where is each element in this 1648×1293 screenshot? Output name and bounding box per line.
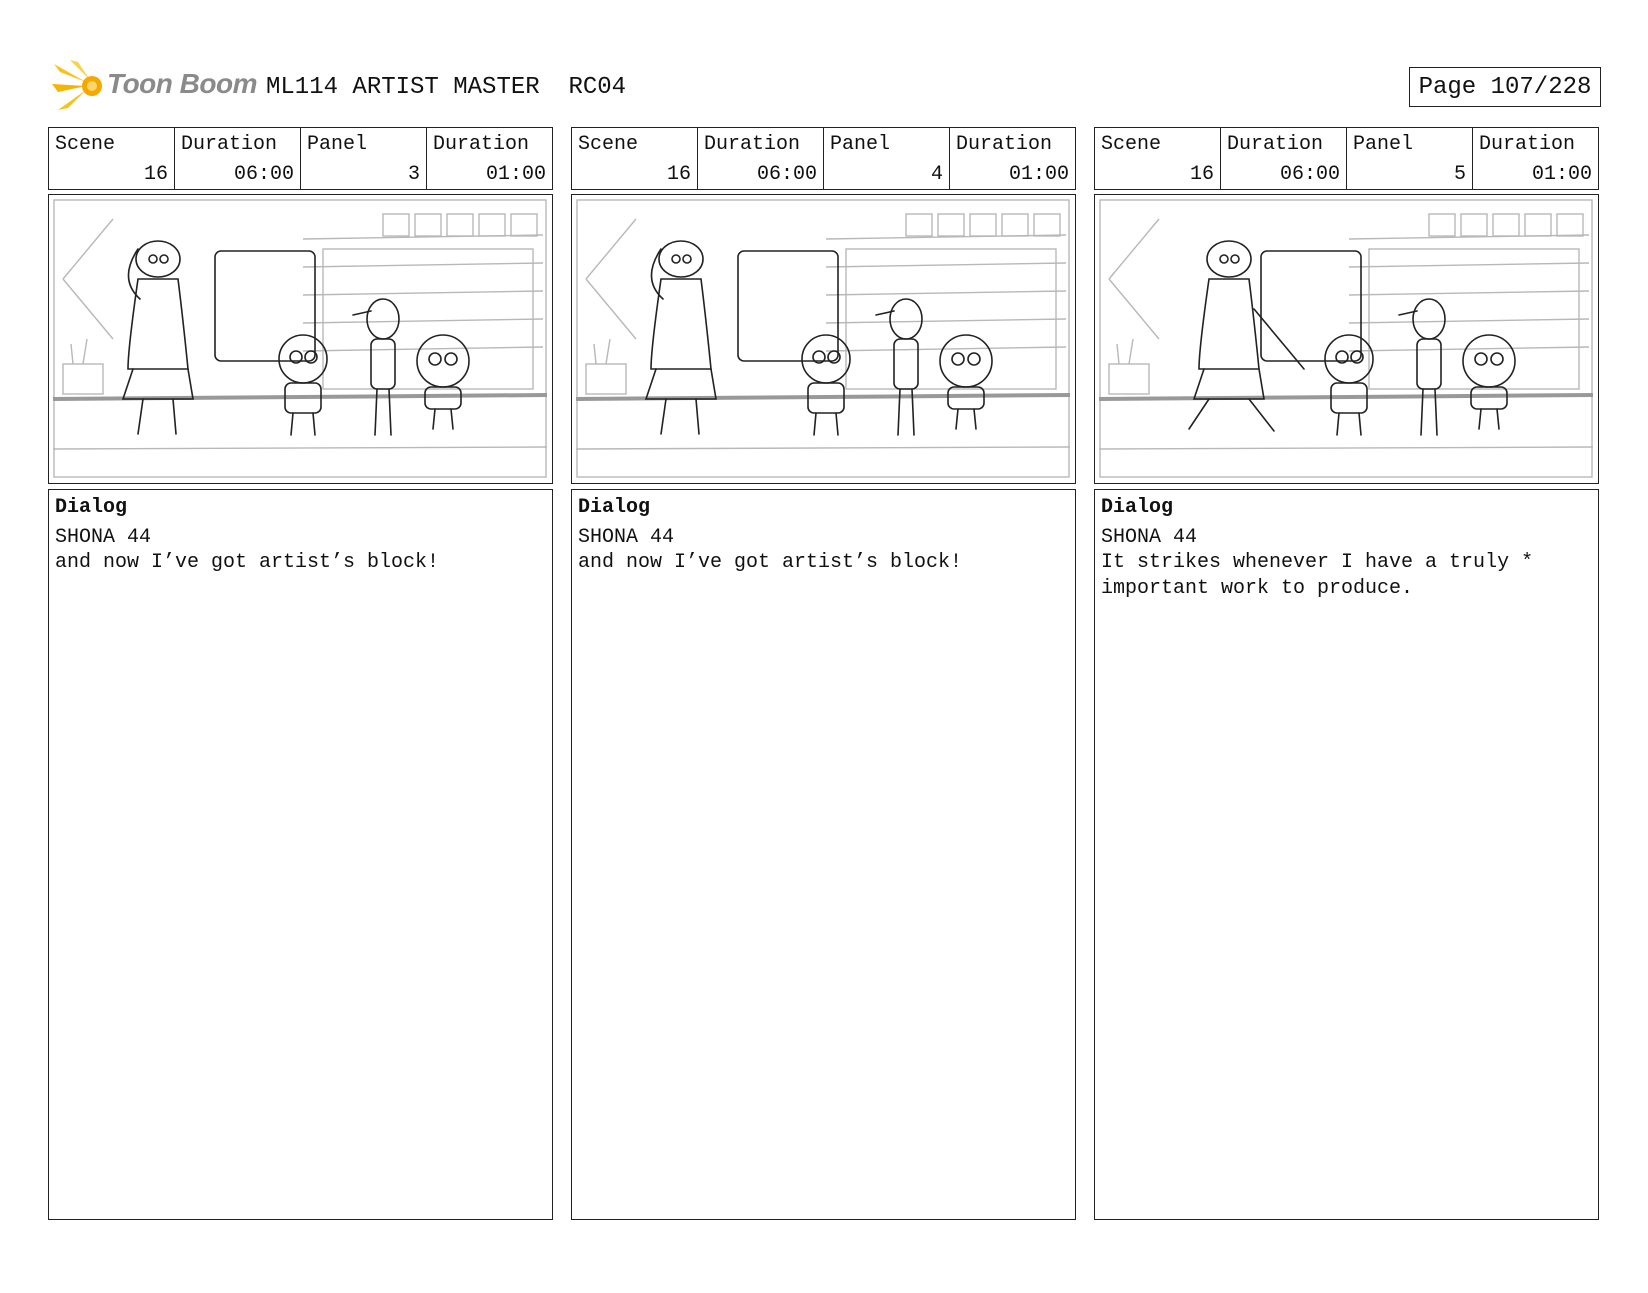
scene-duration-cell <box>175 128 301 189</box>
duration-value: 06:00 <box>233 163 294 186</box>
panel-cell <box>1347 128 1473 189</box>
panel-cell <box>824 128 950 189</box>
toon-boom-logo <box>52 58 257 116</box>
scene-value: 16 <box>666 163 691 186</box>
scene-duration-cell <box>698 128 824 189</box>
dialog-line: It strikes whenever I have a truly * <box>1101 551 1534 574</box>
dialog-line: and now I’ve got artist’s block! <box>55 551 440 574</box>
document-title: ML114 ARTIST MASTER RC04 <box>266 74 627 101</box>
panel-duration-cell <box>950 128 1075 189</box>
panel-cell <box>301 128 427 189</box>
dialog-box <box>1094 489 1599 1220</box>
dialog-heading: Dialog <box>55 496 128 519</box>
panel-value: 5 <box>1453 163 1466 186</box>
dialog-heading: Dialog <box>1101 496 1174 519</box>
panel-info-bar <box>571 127 1076 190</box>
panel-label: Panel <box>307 133 368 156</box>
page-indicator: Page 107/228 <box>1409 67 1601 107</box>
panel-duration-value: 01:00 <box>1008 163 1069 186</box>
dialog-heading: Dialog <box>578 496 651 519</box>
panel-sketch-frame <box>571 194 1076 484</box>
panel-value: 4 <box>930 163 943 186</box>
panel-duration-cell <box>1473 128 1598 189</box>
scene-duration-cell <box>1221 128 1347 189</box>
dialog-line: SHONA 44 <box>578 526 675 549</box>
panel-duration-label: Duration <box>1479 133 1576 156</box>
duration-label: Duration <box>704 133 801 156</box>
panel-label: Panel <box>1353 133 1414 156</box>
scene-label: Scene <box>1101 133 1162 156</box>
starburst-icon <box>52 58 112 116</box>
panel-duration-value: 01:00 <box>1531 163 1592 186</box>
logo-text: Toon Boom <box>107 68 257 99</box>
panel-info-bar <box>1094 127 1599 190</box>
storyboard-sketch <box>1099 199 1593 478</box>
scene-cell <box>49 128 175 189</box>
duration-value: 06:00 <box>756 163 817 186</box>
duration-label: Duration <box>181 133 278 156</box>
duration-label: Duration <box>1227 133 1324 156</box>
dialog-line: SHONA 44 <box>55 526 152 549</box>
panel-sketch-frame <box>1094 194 1599 484</box>
scene-cell <box>1095 128 1221 189</box>
dialog-line: important work to produce. <box>1101 577 1414 600</box>
dialog-box <box>571 489 1076 1220</box>
scene-cell <box>572 128 698 189</box>
storyboard-sketch <box>576 199 1070 478</box>
scene-label: Scene <box>55 133 116 156</box>
storyboard-sketch <box>53 199 547 478</box>
panel-duration-label: Duration <box>956 133 1053 156</box>
panel-duration-cell <box>427 128 552 189</box>
dialog-line: and now I’ve got artist’s block! <box>578 551 963 574</box>
scene-value: 16 <box>143 163 168 186</box>
panel-sketch-frame <box>48 194 553 484</box>
duration-value: 06:00 <box>1279 163 1340 186</box>
scene-label: Scene <box>578 133 639 156</box>
dialog-box <box>48 489 553 1220</box>
scene-value: 16 <box>1189 163 1214 186</box>
panel-duration-value: 01:00 <box>485 163 546 186</box>
panel-info-bar <box>48 127 553 190</box>
dialog-line: SHONA 44 <box>1101 526 1198 549</box>
panel-value: 3 <box>407 163 420 186</box>
panel-duration-label: Duration <box>433 133 530 156</box>
panel-label: Panel <box>830 133 891 156</box>
